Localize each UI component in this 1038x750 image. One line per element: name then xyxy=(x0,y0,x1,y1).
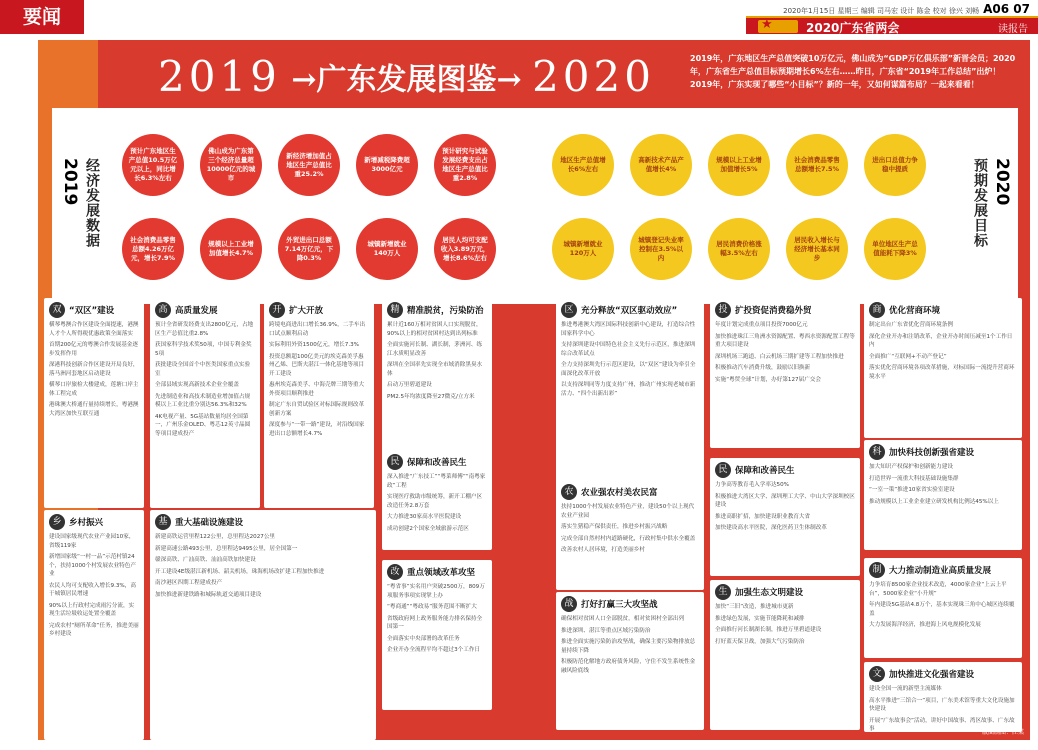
card-paragraph: 年内建设5G基站4.8万个，基本实现珠三角中心城区连续覆盖 xyxy=(869,602,1015,617)
card-title: 农业强农村美农民富 xyxy=(581,488,658,498)
card-header xyxy=(155,514,371,530)
credit: 版面制图：江某 xyxy=(981,729,1024,736)
card-body xyxy=(869,685,1017,732)
card-paragraph: 开工建设4E级湛江新机场、韶关机场，珠海机场改扩建工程加快推进 xyxy=(155,568,325,575)
card-title: 精准脱贫，污染防治 xyxy=(407,306,484,316)
card-paragraph: 改善农村人居环境，打造美丽乡村 xyxy=(561,547,645,553)
card-paragraph: 开展“广东故事会”活动，讲好中国故事、湾区故事、广东故事 xyxy=(869,717,1015,732)
card-paragraph: 投资总额超100亿美元的埃克森美孚惠州乙烯、巴斯夫湛江一体化基地等项目开工建设 xyxy=(269,353,365,377)
card-paragraph: 先进制造业和高技术制造业增加值占规模以上工业比重分别达56.3%和32% xyxy=(155,393,251,408)
card-title: 加强生态文明建设 xyxy=(735,588,804,598)
card-paragraph: 深圳在全国率先实现全市域消除黑臭水体 xyxy=(387,362,483,377)
card-body xyxy=(269,321,369,438)
2019-stat-circle: 外贸进出口总额7.14万亿元，下降0.3% xyxy=(278,218,340,280)
year-2020-label: 2020 xyxy=(992,158,1012,206)
card-paragraph: 预计全省研发经费支出2800亿元，占地区生产总值比重2.8% xyxy=(155,322,254,337)
card-title: 加快科技创新强省建设 xyxy=(889,448,975,458)
card-paragraph: 成功创建2个国家全域旅游示范区 xyxy=(387,525,469,532)
card-title: “双区”建设 xyxy=(69,306,115,316)
card-paragraph: 港珠澳大桥通行量持续增长，粤港澳大湾区加快互联互通 xyxy=(49,402,139,417)
card-header xyxy=(387,454,487,470)
policy-card xyxy=(44,510,144,740)
card-paragraph: 力争高等教育毛入学率达50% xyxy=(715,482,789,488)
card-paragraph: 农民人均可支配收入增长9.3%，高于城镇居民增速 xyxy=(49,582,136,597)
card-paragraph: 全面推行河长制湖长制，推进万里碧道建设 xyxy=(715,627,822,633)
card-header xyxy=(715,302,855,318)
card-paragraph: “粤商通”“粤政易”服务范围不断扩大 xyxy=(387,604,477,610)
card-body xyxy=(155,321,255,438)
card-paragraph: 全面实施河长制、湖长制，茅洲河、练江水质明显改善 xyxy=(387,342,483,357)
card-paragraph: “粤省事”实名用户突破2500万，809万项服务事项实现掌上办 xyxy=(387,584,485,599)
card-paragraph: 推进深圳、湛江等重点区域污染防治 xyxy=(561,627,651,634)
card-header xyxy=(269,302,369,318)
2020-stat-circle: 居民消费价格涨幅3.5%左右 xyxy=(708,218,770,280)
card-paragraph: 横琴粤澳合作区建设全面提速，港澳人才个人所得税优惠政策全面落实 xyxy=(49,322,139,337)
card-body xyxy=(387,473,487,533)
card-icon: 商 xyxy=(869,302,885,318)
card-body xyxy=(387,583,487,655)
event-title: 2020广东省两会 xyxy=(806,21,900,35)
card-paragraph: 获国家科学技术奖50项，中国专利金奖5项 xyxy=(155,342,252,357)
card-paragraph: 惠州埃克森美孚、中海壳牌三期等重大外资项目顺利推进 xyxy=(269,382,365,397)
card-paragraph: 新建高速公路493公里，总里程达9495公里，居全国第一 xyxy=(155,545,298,552)
card-paragraph: 建设国家级现代农业产业园10家，省级119家 xyxy=(49,534,135,549)
card-title: 高质量发展 xyxy=(175,306,218,316)
page-meta: 2020年1月15日 星期三 编辑 司马宏 设计 陈金 校对 徐兴 刘畅 xyxy=(783,7,980,15)
card-paragraph: 推进全面实施污染防治攻坚战，确保主要污染物排放总量持续下降 xyxy=(561,639,696,654)
2019-stat-circle: 新增减税降费超3000亿元 xyxy=(356,134,418,196)
card-body xyxy=(155,533,371,599)
card-paragraph: 支持深圳建设中国特色社会主义先行示范区，推进深圳综合改革试点 xyxy=(561,342,696,357)
2019-stat-circle: 社会消费品零售总额4.26万亿元，增长7.9% xyxy=(122,218,184,280)
data-area xyxy=(52,108,1018,304)
2019-stat-circle: 居民人均可支配收入3.89万元，增长8.6%左右 xyxy=(434,218,496,280)
card-title: 重点领域改革攻坚 xyxy=(407,568,476,578)
card-title: 加快推进文化强省建设 xyxy=(889,670,975,680)
card-paragraph: 新建高铁运营里程122公里，总里程达2027公里 xyxy=(155,534,276,540)
card-paragraph: 推动规模以上工业企业建立研发机构比例达45%以上 xyxy=(869,498,999,505)
card-icon: 双 xyxy=(49,302,65,318)
card-paragraph: 打好蓝天保卫战，加强大气污染防治 xyxy=(715,638,805,645)
card-paragraph: 90%以上行政村完成雨污分流，实现生活垃圾收运处置全覆盖 xyxy=(49,602,135,617)
card-body xyxy=(869,463,1017,506)
2020-stat-circle: 规模以上工业增加值增长5% xyxy=(708,134,770,196)
card-header xyxy=(561,596,699,612)
card-paragraph: 推进绿色发展，实施节能降耗和减排 xyxy=(715,615,805,622)
card-header xyxy=(49,514,139,530)
card-paragraph: 累计近160万相对贫困人口实现脱贫，90%以上的相对贫困村达到出列标准 xyxy=(387,322,482,337)
card-icon: 文 xyxy=(869,666,885,682)
card-header xyxy=(561,302,699,318)
card-paragraph: 落实生猪稳产保供责任，推进乡村振兴战略 xyxy=(561,524,668,530)
card-paragraph: 落实优化营商环境各项改革措施，对标国际一流提升营商环境水平 xyxy=(869,365,1015,380)
card-paragraph: 建设全国一流的新型主流媒体 xyxy=(869,686,942,692)
card-icon: 区 xyxy=(561,302,577,318)
card-icon: 投 xyxy=(715,302,731,318)
card-paragraph: 全面落实中央部署的改革任务 xyxy=(387,635,460,642)
card-paragraph: 积极防范化解地方政府债务风险，守住不发生系统性金融风险底线 xyxy=(561,659,696,674)
card-icon: 开 xyxy=(269,302,285,318)
card-paragraph: 高水平推进“三馆合一”项目，广东美术馆等重大文化设施加快建设 xyxy=(869,697,1015,712)
card-paragraph: 推进粤港澳大湾区国际科技创新中心建设，打造综合性国家科学中心 xyxy=(561,322,696,337)
card-paragraph: 加快“三旧”改造，推进城市更新 xyxy=(715,604,794,610)
2020-stat-circle: 居民收入增长与经济增长基本同步 xyxy=(786,218,848,280)
policy-card xyxy=(710,580,860,730)
policy-card xyxy=(264,298,374,508)
policy-card xyxy=(556,592,704,730)
card-icon: 民 xyxy=(715,462,731,478)
policy-card xyxy=(150,298,260,508)
title-year-2020: 2020 xyxy=(532,52,655,101)
card-body xyxy=(715,321,855,384)
intro-text: 2019年，广东地区生产总值突破10万亿元，佛山成为“GDP万亿俱乐部”新晋会员；2020年，广东省生产总值目标预期增长6%左右……昨日，广东省“2019年工作总结”出炉！2019年，广东实现了哪些“小目标”？新的一年，又如何谋篇布局？一起来看看！ xyxy=(690,54,1016,89)
policy-card xyxy=(556,298,704,483)
card-header xyxy=(387,564,487,580)
card-paragraph: 加快建设高水平医院，深化医药卫生体制改革 xyxy=(715,525,827,531)
card-paragraph: 加快推进新建铁路和城际轨道交通项目建设 xyxy=(155,591,262,598)
card-body xyxy=(49,321,139,418)
card-header xyxy=(715,462,855,478)
card-body xyxy=(561,503,699,555)
2019-stat-circle: 规模以上工业增加值增长4.7% xyxy=(200,218,262,280)
card-body xyxy=(561,615,699,675)
card-paragraph: 实施“粤贸全球”计划，办好第127届广交会 xyxy=(715,376,821,383)
economy-data-label: 经济发展数据 xyxy=(84,158,100,248)
card-paragraph: 加快推进珠江三角洲水资源配置、粤西水资源配置工程等重大项目建设 xyxy=(715,333,855,348)
flag-icon: ★ xyxy=(758,20,798,33)
card-paragraph: 深化企业开办和注销改革，企业开办时间压减至1个工作日内 xyxy=(869,333,1013,348)
card-paragraph: 制定广东自贸试验区对标国际规则改革创新方案 xyxy=(269,402,365,417)
policy-card xyxy=(864,440,1022,550)
policy-card xyxy=(864,298,1022,438)
card-paragraph: 大力发展海洋经济，推进海上风电规模化发展 xyxy=(869,622,981,628)
card-paragraph: 完成全部自然村村内道路硬化，行政村集中供水全覆盖 xyxy=(561,535,696,542)
card-paragraph: 全力支持深圳先行示范区建设，以“双区”建设为牵引全面深化改革开放 xyxy=(561,362,696,377)
card-icon: 高 xyxy=(155,302,171,318)
card-paragraph: 完成农村“厕所革命”任务，推进美丽乡村建设 xyxy=(49,622,139,637)
target-label: 预期发展目标 xyxy=(972,158,988,248)
card-paragraph: 横琴口岸旅检大楼建成，莲塘口岸主体工程完成 xyxy=(49,382,139,397)
card-header xyxy=(155,302,255,318)
card-paragraph: 制定出台广东省优化营商环境条例 xyxy=(869,322,953,328)
policy-card xyxy=(710,298,860,448)
card-header xyxy=(715,584,855,600)
card-paragraph: 新增国家级“一村一品”示范村镇24个，扶持1000个村发展农业特色产业 xyxy=(49,554,136,577)
card-paragraph: 获批建设全国首个中医类国家重点实验室 xyxy=(155,362,251,377)
2019-stat-circle: 佛山成为广东第三个经济总量超10000亿元的城市 xyxy=(200,134,262,196)
card-paragraph: 以支持深圳同等力度支持广州，推动广州实现老城市新活力、“四个出新出彩” xyxy=(561,382,696,397)
card-header xyxy=(869,562,1017,578)
card-body xyxy=(715,603,855,646)
2020-stat-circle: 地区生产总值增长6%左右 xyxy=(552,134,614,196)
card-paragraph: 南沙港区四期工程建成投产 xyxy=(155,580,223,586)
card-title: 扩投资促消费稳外贸 xyxy=(735,306,812,316)
card-body xyxy=(49,533,139,639)
card-paragraph: 实现医疗救助市级统筹，新开工棚户区改造任务2.8万套 xyxy=(387,494,483,509)
card-icon: 民 xyxy=(387,454,403,470)
card-header xyxy=(869,666,1017,682)
card-paragraph: 确保相对贫困人口全部脱贫，相对贫困村全部出列 xyxy=(561,616,685,622)
policy-card xyxy=(864,558,1022,658)
2020-stat-circle: 高新技术产品产值增长4% xyxy=(630,134,692,196)
card-paragraph: “一室一策”推进10家省实验室建设 xyxy=(869,487,955,493)
card-paragraph: 深圳机场三跑道、白云机场三期扩建等工程加快推进 xyxy=(715,353,844,360)
card-paragraph: 深入推进“广东技工”“粤菜师傅”“南粤家政”工程 xyxy=(387,474,486,489)
year-2019-label: 2019 xyxy=(60,158,80,206)
card-icon: 生 xyxy=(715,584,731,600)
card-title: 充分释放“双区驱动效应” xyxy=(581,306,678,316)
card-title: 打好打赢三大攻坚战 xyxy=(581,600,658,610)
card-title: 保障和改善民生 xyxy=(735,466,795,476)
card-header xyxy=(869,444,1017,460)
card-paragraph: 力争培育8500家企业技术改造，4000家企业“上云上平台”，5000家企业“小升规” xyxy=(869,582,1007,597)
card-paragraph: 4K电视产量、5G基站数量均居全国第一，广州乐金OLED、粤芯12英寸晶圆等项目建成投产 xyxy=(155,413,251,437)
policy-card xyxy=(556,480,704,590)
card-icon: 战 xyxy=(561,596,577,612)
card-paragraph: 全面推广“互联网+不动产登记” xyxy=(869,353,947,360)
card-paragraph: 省级政府网上政务服务能力排名保持全国第一 xyxy=(387,615,483,630)
card-paragraph: 深港科技创新合作区建设开局良好，落马洲河套地区启动建设 xyxy=(49,362,139,377)
infographic-panel xyxy=(38,40,1030,740)
2020-stat-circle: 进出口总值力争稳中提质 xyxy=(864,134,926,196)
card-paragraph: 积极推动汽车消费升级，鼓励以旧换新 xyxy=(715,365,811,371)
card-header xyxy=(387,302,487,318)
card-title: 扩大开放 xyxy=(289,306,324,316)
card-title: 乡村振兴 xyxy=(69,518,104,528)
card-paragraph: 推进高职扩招，加快建设职业教育大省 xyxy=(715,513,811,520)
2019-stat-circle: 新经济增加值占地区生产总值比重25.2% xyxy=(278,134,340,196)
policy-card xyxy=(864,662,1022,732)
2019-stat-circle: 预计广东地区生产总值10.5万亿元以上，同比增长6.3%左右 xyxy=(122,134,184,196)
card-body xyxy=(869,581,1017,630)
card-paragraph: 加大知识产权保护和创新能力建设 xyxy=(869,464,953,470)
card-body xyxy=(869,321,1017,381)
card-title: 大力推动制造业高质量发展 xyxy=(889,566,992,576)
card-title: 保障和改善民生 xyxy=(407,458,467,468)
card-paragraph: 首期200亿元的粤澳合作发展基金逐步发挥作用 xyxy=(49,342,138,357)
card-body xyxy=(561,321,699,398)
header-bar xyxy=(0,0,1038,36)
card-paragraph: 扶持1000个村发展农业特色产业，建设50个以上现代农业产业园 xyxy=(561,504,695,519)
card-paragraph: 深度参与“一带一路”建设，对沿线国家进出口总额增长4.7% xyxy=(269,422,365,437)
2020-stat-circle: 城镇登记失业率控制在3.5%以内 xyxy=(630,218,692,280)
card-paragraph: PM2.5年均浓度降至27微克/立方米 xyxy=(387,393,475,400)
card-icon: 科 xyxy=(869,444,885,460)
card-icon: 改 xyxy=(387,564,403,580)
card-title: 优化营商环境 xyxy=(889,306,941,316)
section-tag: 要闻 xyxy=(0,0,84,34)
card-paragraph: 跨境电商进出口增长36.9%，二手车出口试点顺利启动 xyxy=(269,322,366,337)
2020-stat-circle: 社会消费品零售总额增长7.5% xyxy=(786,134,848,196)
page-number: A06 07 xyxy=(983,2,1030,16)
card-paragraph: 启动万里碧道建设 xyxy=(387,382,432,388)
card-header xyxy=(49,302,139,318)
card-header xyxy=(869,302,1017,318)
card-paragraph: 全部县域实现高新技术企业全覆盖 xyxy=(155,382,239,388)
card-paragraph: 企业开办全流程平均不超过3个工作日 xyxy=(387,647,481,653)
2020-stat-circle: 单位地区生产总值能耗下降3% xyxy=(864,218,926,280)
policy-card xyxy=(44,298,144,508)
card-icon: 基 xyxy=(155,514,171,530)
policy-card xyxy=(710,458,860,576)
2019-stat-circle: 预计研究与试验发展经费支出占地区生产总值比重2.8% xyxy=(434,134,496,196)
card-title: 重大基础设施建设 xyxy=(175,518,244,528)
card-icon: 乡 xyxy=(49,514,65,530)
card-body xyxy=(715,481,855,533)
title-year-2019: 2019 xyxy=(158,52,281,101)
2020-stat-circle: 城镇新增就业120万人 xyxy=(552,218,614,280)
card-paragraph: 积极推进大湾区大学、深圳理工大学、中山大学深圳校区建设 xyxy=(715,493,855,508)
event-banner[interactable] xyxy=(746,16,1038,34)
policy-card xyxy=(150,510,376,740)
card-paragraph: 赣深高铁、广汕高铁、汕汕高铁加快建设 xyxy=(155,557,256,563)
card-icon: 制 xyxy=(869,562,885,578)
policy-card xyxy=(382,560,492,710)
card-header xyxy=(561,484,699,500)
card-paragraph: 年度计划完成重点项目投资7000亿元 xyxy=(715,322,808,328)
card-paragraph: 实际利用外资1500亿元，增长7.3% xyxy=(269,342,359,348)
card-paragraph: 大力推进30家高水平医院建设 xyxy=(387,514,462,520)
policy-card xyxy=(382,450,492,550)
2019-stat-circle: 城镇新增就业140万人 xyxy=(356,218,418,280)
read-report-link[interactable]: 读报告 xyxy=(998,24,1028,35)
title-text: →广东发展图鉴→ xyxy=(291,62,522,98)
card-paragraph: 打造世界一流重大科技基础设施集群 xyxy=(869,475,959,482)
card-icon: 农 xyxy=(561,484,577,500)
card-icon: 精 xyxy=(387,302,403,318)
card-body xyxy=(387,321,487,401)
page-info xyxy=(783,2,1030,16)
